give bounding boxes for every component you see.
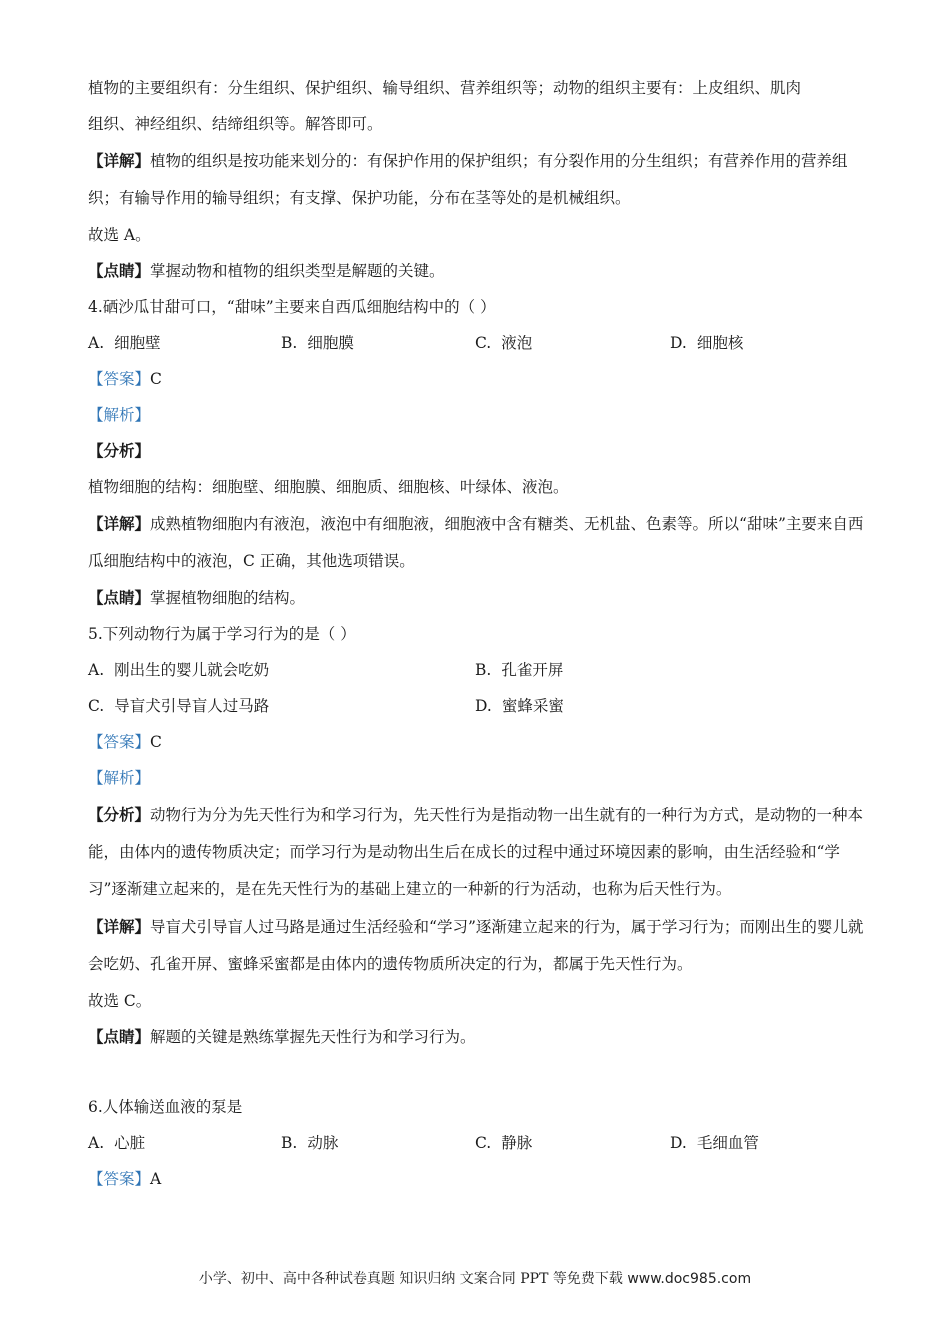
tip-tag: 【点睛】 [88, 261, 151, 280]
q6-stem: 6.人体输送血液的泵是 [88, 1098, 243, 1116]
option-key: A. [88, 661, 105, 679]
option-key: C. [88, 697, 105, 715]
detail-text: 植物的组织是按功能来划分的：有保护作用的保护组织；有分裂作用的分生组织；有营养作用的营养组织；有输导作用的输导组织；有支撑、保护功能，分布在茎等处的是机械组织。 [88, 152, 848, 207]
q5-choose: 故选 C。 [88, 992, 152, 1010]
answer-value: C [150, 733, 162, 751]
q5-detail [88, 908, 868, 983]
option-key: A. [88, 1134, 105, 1152]
detail-text: 导盲犬引导盲人过马路是通过生活经验和“学习”逐渐建立起来的行为，属于学习行为；而刚出生的婴儿就会吃奶、孔雀开屏、蜜蜂采蜜都是由体内的遗传物质所决定的行为，都属于先天性行为。 [88, 918, 864, 973]
q5-fenxi [88, 796, 868, 908]
q6-options [88, 1125, 868, 1161]
tip-tag: 【点睛】 [88, 588, 151, 607]
q4-detail [88, 505, 868, 580]
q5-stem: 5.下列动物行为属于学习行为的是（ ） [88, 625, 356, 643]
tip-text: 掌握动物和植物的组织类型是解题的关键。 [150, 262, 445, 280]
answer-value: A [150, 1170, 162, 1188]
option-text: 细胞核 [696, 334, 744, 352]
q4-option-c [475, 325, 532, 361]
option-text: 蜜蜂采蜜 [501, 697, 564, 715]
option-key: D. [475, 697, 492, 715]
fenxi-tag: 【分析】 [88, 805, 151, 824]
option-text: 细胞膜 [307, 334, 354, 352]
q5-options-row-2 [88, 688, 868, 724]
q4-jiexi: 【解析】 [88, 406, 151, 424]
q5-option-b [475, 652, 563, 688]
q5-jiexi: 【解析】 [88, 769, 151, 787]
answer-tag: 【答案】 [88, 1170, 151, 1188]
detail-tag: 【详解】 [88, 514, 151, 533]
option-key: B. [281, 1134, 298, 1152]
answer-value: C [150, 370, 162, 388]
option-text: 细胞壁 [114, 334, 161, 352]
option-key: B. [475, 661, 492, 679]
spacer [88, 1055, 868, 1089]
q5-options-row-1 [88, 652, 868, 688]
q4-fenxi: 【分析】 [88, 441, 151, 460]
q6-option-b [281, 1125, 338, 1161]
q6-option-c [475, 1125, 532, 1161]
q4-option-d [670, 325, 743, 361]
q3-choose: 故选 A。 [88, 226, 151, 244]
option-text: 动脉 [307, 1134, 339, 1152]
option-text: 孔雀开屏 [501, 661, 564, 679]
footer-text: 小学、初中、高中各种试卷真题 知识归纳 文案合同 PPT 等免费下载 [198, 1271, 623, 1287]
q6-option-a [88, 1125, 145, 1161]
option-text: 刚出生的婴儿就会吃奶 [114, 661, 270, 679]
answer-tag: 【答案】 [88, 733, 151, 751]
option-text: 毛细血管 [696, 1134, 759, 1152]
option-text: 导盲犬引导盲人过马路 [114, 697, 270, 715]
option-key: B. [281, 334, 298, 352]
q4-answer [88, 361, 868, 397]
answer-tag: 【答案】 [88, 370, 151, 388]
q3-detail [88, 142, 868, 217]
option-key: D. [670, 334, 687, 352]
detail-text: 成熟植物细胞内有液泡，液泡中有细胞液，细胞液中含有糖类、无机盐、色素等。所以“甜味”主要来自西瓜细胞结构中的液泡，C 正确，其他选项错误。 [88, 515, 864, 570]
fenxi-text: 动物行为分为先天性行为和学习行为，先天性行为是指动物一出生就有的一种行为方式，是动物的一种本能，由体内的遗传物质决定；而学习行为是动物出生后在成长的过程中通过环境因素的影响，由生活经验和“学习”逐渐建立起来的，是在先天性行为的基础上建立的一种新的行为活动，也称为后天性行为。 [88, 806, 864, 898]
option-key: D. [670, 1134, 687, 1152]
detail-tag: 【详解】 [88, 151, 151, 170]
q4-option-a [88, 325, 161, 361]
footer-link[interactable]: www.doc985.com [627, 1271, 752, 1287]
tip-tag: 【点睛】 [88, 1027, 151, 1046]
intro-line-1: 植物的主要组织有：分生组织、保护组织、输导组织、营养组织等；动物的组织主要有：上皮组织、肌肉 [88, 79, 802, 97]
intro-line-2: 组织、神经组织、结缔组织等。解答即可。 [88, 115, 383, 133]
q3-tip [88, 253, 868, 289]
page-footer [0, 1268, 950, 1288]
q4-tip [88, 580, 868, 616]
detail-tag: 【详解】 [88, 917, 151, 936]
q5-answer [88, 724, 868, 760]
q4-stem: 4.硒沙瓜甘甜可口，“甜味”主要来自西瓜细胞结构中的（ ） [88, 298, 496, 316]
option-key: A. [88, 334, 105, 352]
document-page [88, 70, 868, 1197]
q5-option-d [475, 688, 564, 724]
q5-option-a [88, 652, 269, 688]
tip-text: 解题的关键是熟练掌握先天性行为和学习行为。 [150, 1028, 476, 1046]
q5-tip [88, 1019, 868, 1055]
q4-option-b [281, 325, 354, 361]
option-text: 静脉 [501, 1134, 533, 1152]
q4-analysis: 植物细胞的结构：细胞壁、细胞膜、细胞质、细胞核、叶绿体、液泡。 [88, 478, 569, 496]
option-key: C. [475, 1134, 492, 1152]
option-key: C. [475, 334, 492, 352]
q5-option-c [88, 688, 269, 724]
option-text: 液泡 [501, 334, 533, 352]
q6-option-d [670, 1125, 759, 1161]
q6-answer [88, 1161, 868, 1197]
option-text: 心脏 [114, 1134, 146, 1152]
tip-text: 掌握植物细胞的结构。 [150, 589, 306, 607]
q4-options [88, 325, 868, 361]
